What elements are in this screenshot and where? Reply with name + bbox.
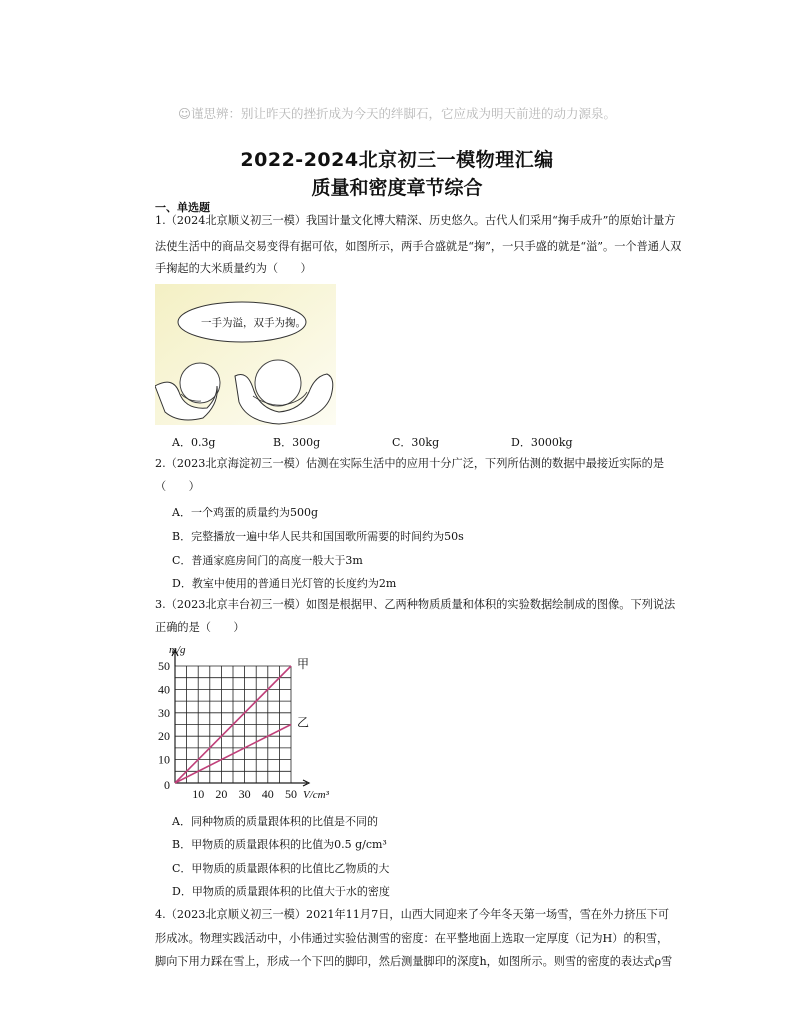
x-tick-label: 40: [261, 787, 274, 801]
document-subtitle: 质量和密度章节综合: [311, 177, 483, 199]
x-tick-label: 10: [192, 787, 205, 801]
q1-line-2: 法使生活中的商品交易变得有据可依，如图所示，两手合盛就是“掬”，一只手盛的就是“溢”。一个普通人双: [155, 240, 682, 253]
y-tick-label: 50: [158, 659, 170, 673]
q1-line-3: 手掬起的大米质量约为（ ）: [155, 262, 312, 275]
q2-line-2: （ ）: [155, 480, 200, 493]
x-axis-label: V/cm³: [303, 789, 329, 801]
q1-line-1: 1.（2024北京顺义初三一模）我国计量文化博大精深、历史悠久。古代人们采用“掬手成升”的原始计量方: [155, 214, 676, 227]
q1-option-a: A．0.3g: [172, 436, 216, 449]
q2-line-1: 2.（2023北京海淀初三一模）估测在实际生活中的应用十分广泛，下列所估测的数据中最接近实际的是: [155, 457, 665, 470]
y-tick-label: 20: [158, 729, 170, 744]
y-tick-label: 30: [158, 705, 170, 720]
q4-line-3: 脚向下用力踩在雪上，形成一个下凹的脚印，然后测量脚印的深度h，如图所示。则雪的密度的表达式ρ雪: [155, 955, 673, 968]
q2-option-a: A．一个鸡蛋的质量约为500g: [172, 506, 318, 519]
q3-option-a: A．同种物质的质量跟体积的比值是不同的: [172, 815, 378, 828]
q4-line-2: 形成冰。物理实践活动中，小伟通过实验估测雪的密度：在平整地面上选取一定厚度（记为H）的积雪，: [155, 932, 669, 945]
q3-option-d: D．甲物质的质量跟体积的比值大于水的密度: [172, 885, 390, 898]
q1-option-b: B．300g: [273, 436, 321, 449]
series-label: 甲: [297, 657, 310, 671]
y-tick-label: 0: [164, 778, 170, 792]
q3-line-1: 3.（2023北京丰台初三一模）如图是根据甲、乙两种物质质量和体积的实验数据绘制成的图像。下列说法: [155, 598, 676, 611]
q1-option-d: D．3000kg: [511, 436, 573, 449]
y-axis-label: m/g: [169, 644, 186, 656]
series-label: 乙: [297, 715, 310, 730]
q3-option-b: B．甲物质的质量跟体积的比值为0.5 g/cm³: [172, 838, 387, 851]
q2-option-c: C．普通家庭房间门的高度一般大于3m: [172, 554, 363, 567]
q3-option-c: C．甲物质的质量跟体积的比值比乙物质的大: [172, 862, 390, 875]
x-tick-label: 20: [215, 787, 228, 801]
section-heading: 一、单选题: [155, 201, 210, 214]
q1-option-c: C．30kg: [392, 436, 440, 449]
q2-option-b: B．完整播放一遍中华人民共和国国歌所需要的时间约为50s: [172, 530, 464, 543]
q4-line-1: 4.（2023北京顺义初三一模）2021年11月7日，山西大同迎来了今年冬天第一场雪，雪在外力挤压下可: [155, 908, 670, 921]
q2-option-d: D．教室中使用的普通日光灯管的长度约为2m: [172, 577, 397, 590]
x-tick-label: 30: [238, 787, 251, 801]
q1-hands-illustration: [155, 284, 336, 425]
motto-header: ☺谨思辨：别让昨天的挫折成为今天的绊脚石，它应成为明天前进的动力源泉。: [177, 106, 617, 121]
mass-volume-chart: [150, 642, 355, 804]
y-tick-label: 10: [158, 752, 170, 767]
q1-speech-caption: 一手为溢，双手为掬。: [201, 317, 306, 329]
y-tick-label: 40: [158, 682, 170, 697]
document-title: 2022-2024北京初三一模物理汇编: [240, 149, 554, 171]
x-tick-label: 50: [285, 787, 297, 801]
q3-line-2: 正确的是（ ）: [155, 621, 245, 634]
